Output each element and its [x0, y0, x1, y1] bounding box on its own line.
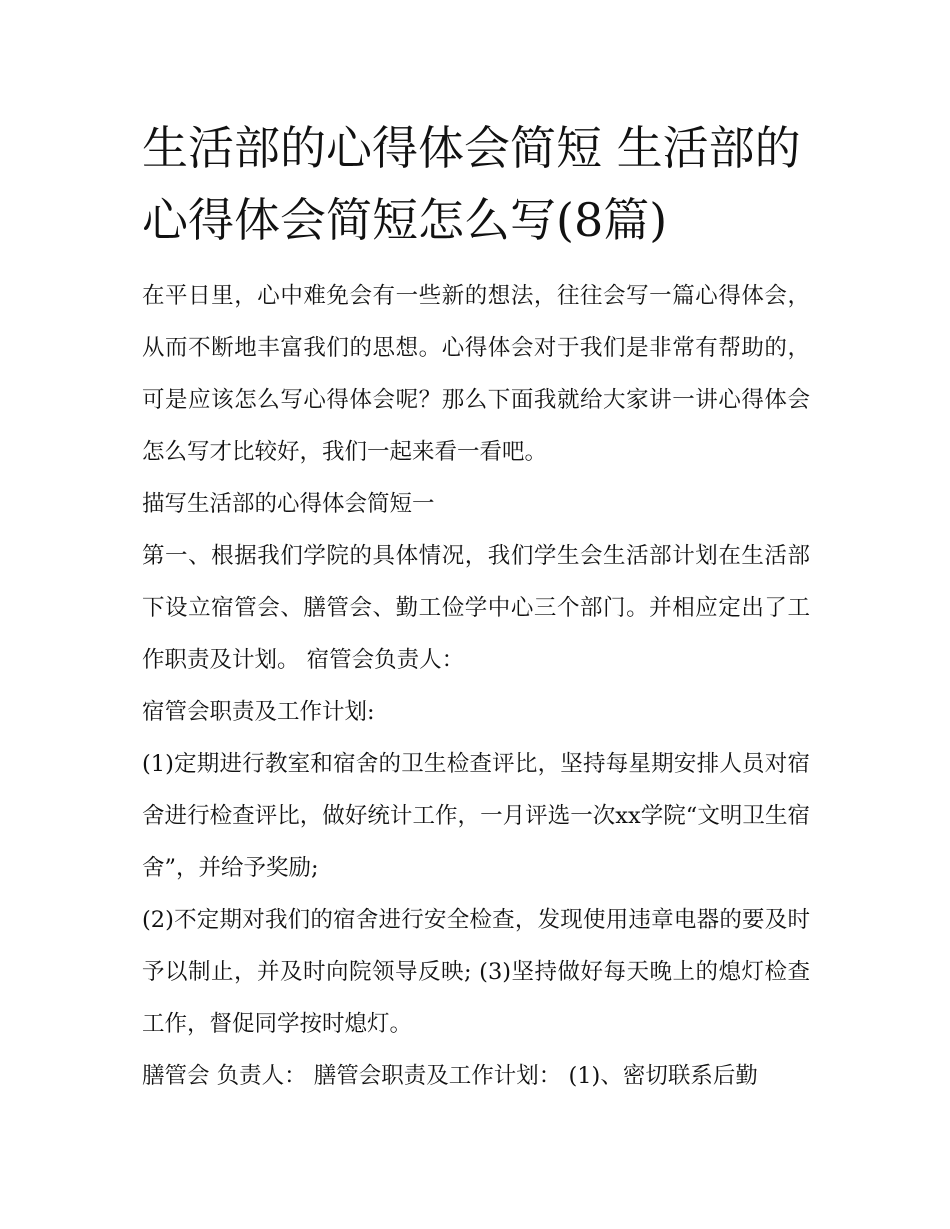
paragraph-dorm-duties: 宿管会职责及工作计划: [142, 699, 375, 725]
document-body [142, 112, 810, 1102]
paragraph-plan: 第一、根据我们学院的具体情况，我们学生会生活部计划在生活部下设立宿管会、膳管会、勤工俭学中心三个部门。并相应定出了工作职责及计划。 宿管会负责人： [142, 543, 810, 673]
paragraph-item-2-3: (2)不定期对我们的宿舍进行安全检查，发现使用违章电器的要及时予以制止，并及时向院领导反映; (3)坚持做好每天晚上的熄灯检查工作，督促同学按时熄灯。 [142, 907, 810, 1037]
paragraph-item-1: (1)定期进行教室和宿舍的卫生检查评比，坚持每星期安排人员对宿舍进行检查评比，做好统计工作，一月评选一次xx学院“文明卫生宿舍”，并给予奖励; [142, 751, 810, 881]
paragraph-dining: 膳管会 负责人： 膳管会职责及工作计划： (1)、密切联系后勤 [142, 1063, 758, 1089]
section-heading: 描写生活部的心得体会简短一 [142, 491, 435, 517]
document-title: 生活部的心得体会简短 生活部的心得体会简短怎么写(8篇) [142, 121, 801, 247]
paragraph-intro: 在平日里，心中难免会有一些新的想法，往往会写一篇心得体会，从而不断地丰富我们的思想。心得体会对于我们是非常有帮助的，可是应该怎么写心得体会呢？那么下面我就给大家讲一讲心得体会怎么写才比较好，我们一起来看一看吧。 [142, 283, 810, 465]
